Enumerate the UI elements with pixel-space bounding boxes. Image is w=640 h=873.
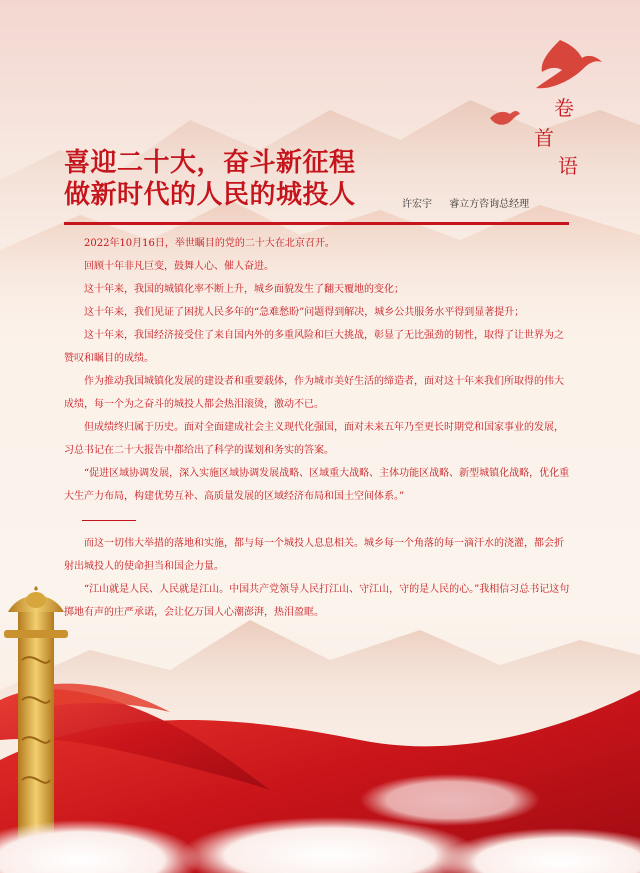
column-label-char: 首 — [534, 126, 554, 150]
paragraph: 这十年来，我们见证了困扰人民多年的“急难愁盼”问题得到解决，城乡公共服务水平得到显著提升； — [84, 307, 525, 318]
author-role: 睿立方咨询总经理 — [449, 199, 530, 210]
column-label — [532, 92, 592, 182]
title-line-2: 做新时代的人民的城投人 — [64, 180, 356, 210]
paragraph: 而这一切伟大举措的落地和实施，都与每一个城投人息息相关。城乡每一个角落的每一滴汗水的浇灌，都会折射出城投人的使命担当和国企力量。 — [64, 538, 564, 572]
quote-paragraph: “促进区域协调发展，深入实施区域协调发展战略、区域重大战略、主体功能区战略、新型城镇化战略，优化重大生产力布局，构建优势互补、高质量发展的区域经济布局和国土空间体系。” — [64, 468, 570, 502]
paragraph: 这十年来，我国经济接受住了来自国内外的多重风险和巨大挑战，彰显了无比强劲的韧性，取得了让世界为之赞叹和瞩目的成绩。 — [64, 330, 564, 364]
title-line-1: 喜迎二十大，奋斗新征程 — [64, 148, 356, 178]
paragraph: 作为推动我国城镇化发展的建设者和重要载体，作为城市美好生活的缔造者，面对这十年来我们所取得的伟大成绩，每一个为之奋斗的城投人都会热泪滚烫，激动不已。 — [64, 376, 564, 410]
cloud — [360, 774, 540, 826]
column-label-char: 卷 — [554, 96, 574, 120]
paragraph: 这十年来，我国的城镇化率不断上升，城乡面貌发生了翻天覆地的变化； — [84, 284, 404, 295]
column-label-char: 语 — [558, 154, 578, 178]
quote-paragraph: “江山就是人民、人民就是江山。中国共产党领导人民打江山、守江山，守的是人民的心。”我相信习总书记这句掷地有声的庄严承诺，会让亿万国人心潮澎湃，热泪盈眶。 — [64, 584, 570, 618]
paragraph: 回顾十年非凡巨变，鼓舞人心、催人奋进。 — [84, 261, 274, 272]
author-byline — [402, 195, 529, 210]
paragraph: 2022年10月16日，举世瞩目的党的二十大在北京召开。 — [84, 238, 335, 249]
article-body — [64, 232, 570, 624]
bird-large-icon — [536, 40, 602, 88]
title-divider — [64, 222, 569, 225]
paragraph: 但成绩终归属于历史。面对全面建成社会主义现代化强国，面对未来五年乃至更长时期党和国家事业的发展，习总书记在二十大报告中都给出了科学的谋划和务实的答案。 — [64, 422, 564, 456]
section-divider — [82, 520, 136, 521]
article-title — [64, 147, 356, 211]
author-name: 许宏宇 — [402, 199, 432, 210]
